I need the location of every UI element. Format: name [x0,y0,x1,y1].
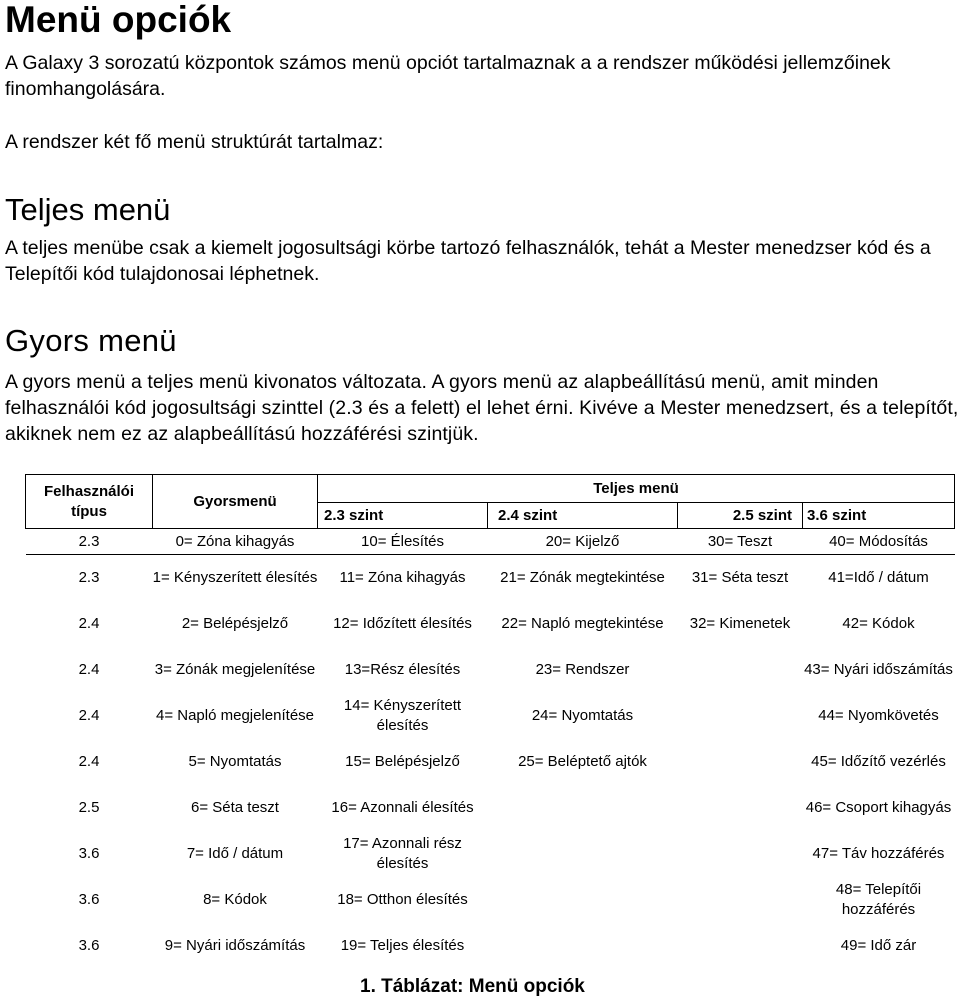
user-type-cell: 2.4 [78,706,100,724]
table-row [26,647,955,693]
header-level: 2.3 szint [318,503,488,529]
full-menu-cell: 22= Napló megtekintése [501,614,664,632]
full-menu-cell [678,693,803,739]
full-menu-cell [488,785,678,831]
full-menu-cell: 12= Időzített élesítés [333,614,472,632]
full-menu-cell: 43= Nyári időszámítás [804,660,953,678]
table-row [26,785,955,831]
full-menu-cell: 20= Kijelző [488,529,678,555]
full-menu-cell: 41=Idő / dátum [828,568,929,586]
full-menu-cell: 25= Beléptető ajtók [518,752,647,770]
full-menu-cell [678,831,803,877]
full-menu-cell: 40= Módosítás [803,529,955,555]
full-menu-cell: 46= Csoport kihagyás [805,798,952,816]
full-menu-cell [678,739,803,785]
quick-menu-cell: 4= Napló megjelenítése [155,706,315,724]
header-level: 3.6 szint [803,503,955,529]
header-quick-menu: Gyorsmenü [153,475,318,529]
full-menu-cell: 24= Nyomtatás [531,706,634,724]
quick-menu-cell: 3= Zónák megjelenítése [154,660,316,678]
intro-paragraph: A Galaxy 3 sorozatú központok számos menü opciót tartalmaznak a a rendszer működési jellemzőinek finomhangolására. [5,52,891,100]
table-row [26,877,955,923]
full-menu-cell: 17= Azonnali rész élesítés [343,834,462,872]
full-menu-cell: 44= Nyomkövetés [818,706,939,724]
table-row [26,529,955,555]
structure-paragraph: A rendszer két fő menü struktúrát tartalmaz: [5,131,384,153]
full-menu-cell: 11= Zóna kihagyás [339,568,466,586]
full-menu-cell: 47= Táv hozzáférés [812,844,945,862]
user-type-cell: 3.6 [78,844,100,862]
full-menu-cell: 14= Kényszerített élesítés [343,696,462,734]
table-body [26,529,955,969]
user-type-cell: 2.3 [78,568,100,586]
full-menu-cell: 42= Kódok [842,614,915,632]
full-menu-cell [678,877,803,923]
full-menu-paragraph: A teljes menübe csak a kiemelt jogosultsági körbe tartozó felhasználók, tehát a Mester menedzser kód és a Telepítői kód tulajdonosai léphetnek. [5,237,931,285]
table-row [26,923,955,969]
full-menu-cell [488,923,678,969]
full-menu-cell: 15= Belépésjelző [345,752,460,770]
full-menu-cell [488,877,678,923]
user-type-cell: 2.4 [78,614,100,632]
quick-menu-cell: 0= Zóna kihagyás [153,529,318,555]
user-type-cell: 2.4 [78,752,100,770]
quick-menu-cell: 9= Nyári időszámítás [164,936,306,954]
header-user-type: Felhasználói típus [26,475,153,529]
quick-menu-cell: 8= Kódok [203,890,267,908]
full-menu-cell: 19= Teljes élesítés [340,936,465,954]
table-caption: 1. Táblázat: Menü opciók [360,976,585,997]
quick-menu-heading: Gyors menü [5,323,177,358]
full-menu-cell: 18= Otthon élesítés [337,890,468,908]
user-type-cell: 3.6 [78,936,100,954]
table-row [26,601,955,647]
header-level: 2.4 szint [488,503,678,529]
full-menu-heading: Teljes menü [5,192,171,227]
quick-menu-cell: 7= Idő / dátum [186,844,284,862]
user-type-cell: 2.5 [78,798,100,816]
quick-menu-paragraph: A gyors menü a teljes menü kivonatos változata. A gyors menü az alapbeállítású menü, amit minden felhasználói kód jogosultsági szinttel (2.3 és a felett) el lehet érni. Kivéve a Mester menedzsert, és a telepítőt, akiknek nem ez az alapbeállítású hozzáférési szintjük. [5,371,959,445]
table-row [26,555,955,601]
full-menu-cell: 32= Kimenetek [689,614,791,632]
table-row [26,831,955,877]
full-menu-cell: 48= Telepítői hozzáférés [835,880,922,918]
full-menu-cell [678,785,803,831]
full-menu-cell: 23= Rendszer [535,660,630,678]
table-row [26,739,955,785]
quick-menu-cell: 5= Nyomtatás [188,752,282,770]
quick-menu-cell: 6= Séta teszt [191,798,279,816]
full-menu-cell: 10= Élesítés [318,529,488,555]
user-type-cell: 2.3 [26,529,153,555]
full-menu-cell: 13=Rész élesítés [344,660,461,678]
user-type-cell: 3.6 [78,890,100,908]
header-level: 2.5 szint [678,503,803,529]
full-menu-cell: 49= Idő zár [840,936,917,954]
full-menu-cell [678,923,803,969]
full-menu-cell: 30= Teszt [678,529,803,555]
full-menu-cell [678,647,803,693]
menu-options-table [25,474,955,969]
header-full-menu: Teljes menü [318,475,955,503]
page-title: Menü opciók [5,0,232,40]
full-menu-cell: 21= Zónák megtekintése [500,568,665,586]
full-menu-cell [488,831,678,877]
full-menu-cell: 31= Séta teszt [691,568,789,586]
quick-menu-cell: 2= Belépésjelző [181,614,289,632]
full-menu-cell: 16= Azonnali élesítés [331,798,474,816]
full-menu-cell: 45= Időzítő vezérlés [811,752,946,770]
quick-menu-cell: 1= Kényszerített élesítés [152,568,318,586]
user-type-cell: 2.4 [78,660,100,678]
table-row [26,693,955,739]
